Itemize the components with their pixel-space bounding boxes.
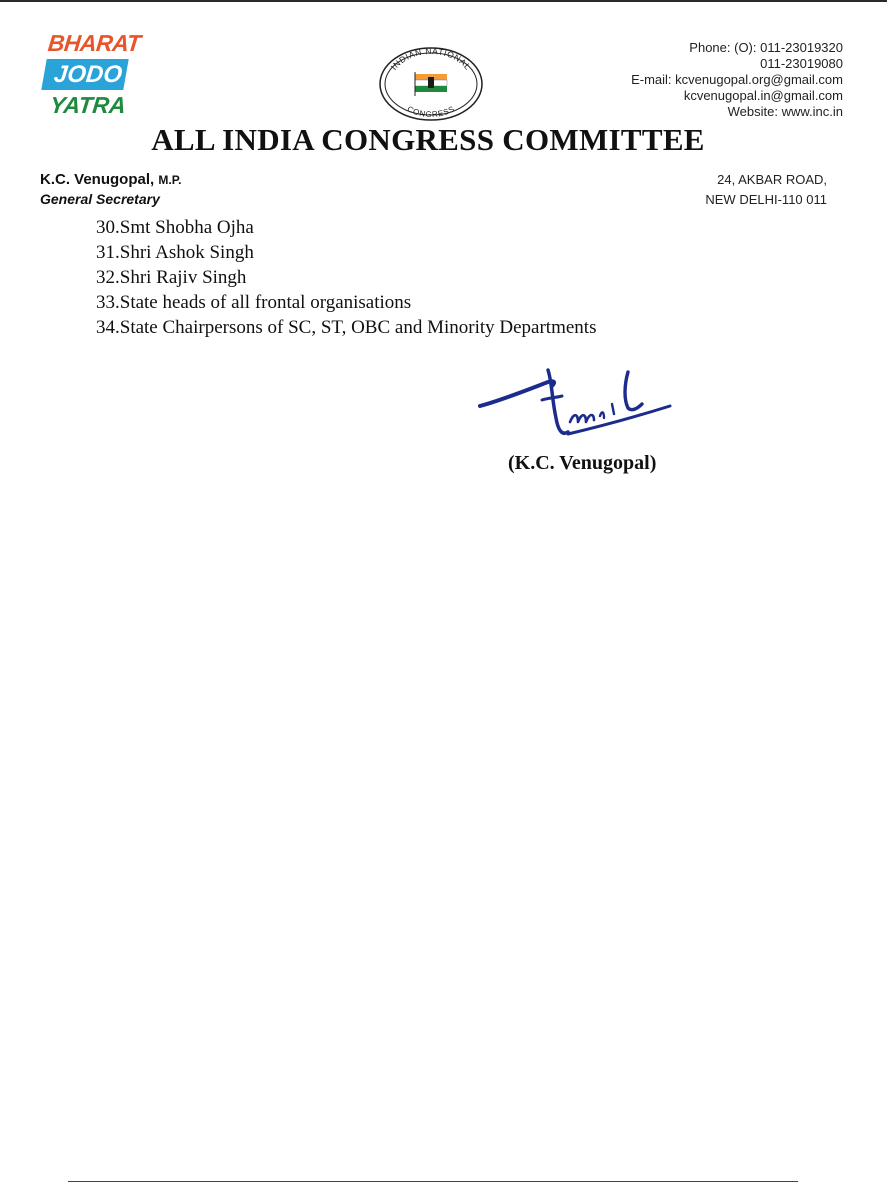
sender-title: General Secretary xyxy=(40,191,160,207)
svg-text:CONGRESS xyxy=(406,104,457,119)
letterhead-title: ALL INDIA CONGRESS COMMITTEE xyxy=(151,122,705,157)
address-line-2: NEW DELHI-110 011 xyxy=(705,192,827,207)
list-item: 34.State Chairpersons of SC, ST, OBC and Minority Departments xyxy=(96,317,597,338)
phone-line-1: Phone: (O): 011-23019320 xyxy=(689,40,843,55)
contact-block xyxy=(631,40,843,120)
list-item: 30.Smt Shobha Ojha xyxy=(96,217,254,238)
sender-block xyxy=(40,170,181,208)
logo-line-yatra: YATRA xyxy=(48,92,128,118)
list-item: 32.Shri Rajiv Singh xyxy=(96,267,247,288)
page-top-border xyxy=(0,0,887,2)
list-item: 31.Shri Ashok Singh xyxy=(96,242,254,263)
tricolour-flag-icon xyxy=(415,72,447,96)
logo-line-bharat: BHARAT xyxy=(46,30,142,56)
handwritten-signature xyxy=(472,360,682,444)
sender-suffix: M.P. xyxy=(158,173,182,187)
emblem-text-top: INDIAN NATIONAL xyxy=(388,46,474,72)
sender-name: K.C. Venugopal, xyxy=(40,171,155,188)
list-item: 33.State heads of all frontal organisations xyxy=(96,292,412,313)
signatory-name: (K.C. Venugopal) xyxy=(508,452,657,474)
phone-line-2: 011-23019080 xyxy=(760,56,843,71)
address-block xyxy=(705,170,827,210)
sender-name-line xyxy=(40,170,181,190)
bharat-jodo-yatra-logo xyxy=(44,30,142,122)
logo-line-jodo: JODO xyxy=(52,61,124,88)
svg-text:INDIAN NATIONAL xyxy=(389,46,474,72)
address-line-1: 24, AKBAR ROAD, xyxy=(717,172,827,187)
footer-rule xyxy=(68,1181,798,1182)
recipient-list xyxy=(96,215,596,340)
email-line-2: kcvenugopal.in@gmail.com xyxy=(683,88,843,103)
website-line: Website: www.inc.in xyxy=(727,104,843,119)
email-line-1: E-mail: kcvenugopal.org@gmail.com xyxy=(631,72,843,87)
emblem-text-bottom: CONGRESS xyxy=(405,104,457,120)
inc-emblem xyxy=(378,46,484,122)
